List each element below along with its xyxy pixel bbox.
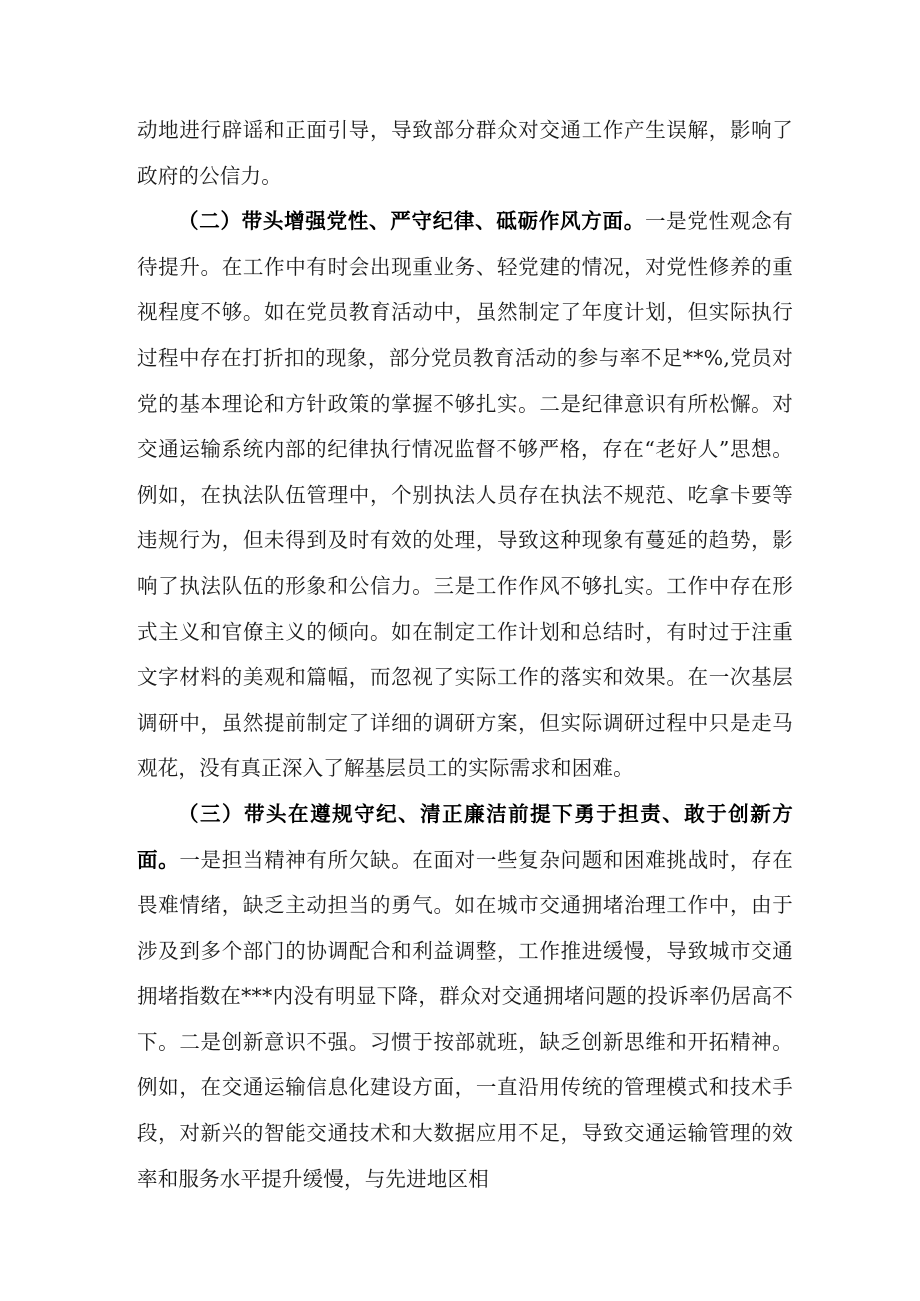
- paragraph-continuation: [137, 108, 793, 199]
- section-three-heading: （三）带头在遵规守纪、清正廉洁前提下勇于担责、敢于创新方面。: [137, 801, 793, 872]
- section-three-body: 一是担当精神有所欠缺。在面对一些复杂问题和困难挑战时，存在畏难情绪，缺乏主动担当的勇气。如在城市交通拥堵治理工作中，由于涉及到多个部门的协调配合和利益调整，工作推进缓慢，导致城市交通拥堵指数在***内没有明显下降，群众对交通拥堵问题的投诉率仍居高不下。二是创新意识不强。习惯于按部就班，缺乏创新思维和开拓精神。例如，在交通运输信息化建设方面，一直沿用传统的管理模式和技术手段，对新兴的智能交通技术和大数据应用不足，导致交通运输管理的效率和服务水平提升缓慢，与先进地区相: [137, 847, 793, 1191]
- paragraph-section-three: [137, 792, 793, 1202]
- section-two-body: 一是党性观念有待提升。在工作中有时会出现重业务、轻党建的情况，对党性修养的重视程度不够。如在党员教育活动中，虽然制定了年度计划，但实际执行过程中存在打折扣的现象，部分党员教育活动的参与率不足**%,党员对党的基本理论和方针政策的掌握不够扎实。二是纪律意识有所松懈。对交通运输系统内部的纪律执行情况监督不够严格，存在“老好人”思想。例如，在执法队伍管理中，个别执法人员存在执法不规范、吃拿卡要等违规行为，但未得到及时有效的处理，导致这种现象有蔓延的趋势，影响了执法队伍的形象和公信力。三是工作作风不够扎实。工作中存在形式主义和官僚主义的倾向。如在制定工作计划和总结时，有时过于注重文字材料的美观和篇幅，而忽视了实际工作的落实和效果。在一次基层调研中，虽然提前制定了详细的调研方案，但实际调研过程中只是走马观花，没有真正深入了解基层员工的实际需求和困难。: [137, 209, 794, 781]
- paragraph-1-body: 动地进行辟谣和正面引导，导致部分群众对交通工作产生误解，影响了政府的公信力。: [137, 118, 793, 188]
- section-two-heading: （二）带头增强党性、严守纪律、砥砺作风方面。: [178, 209, 645, 234]
- paragraph-section-two: [137, 199, 793, 792]
- document-body: [137, 108, 793, 1202]
